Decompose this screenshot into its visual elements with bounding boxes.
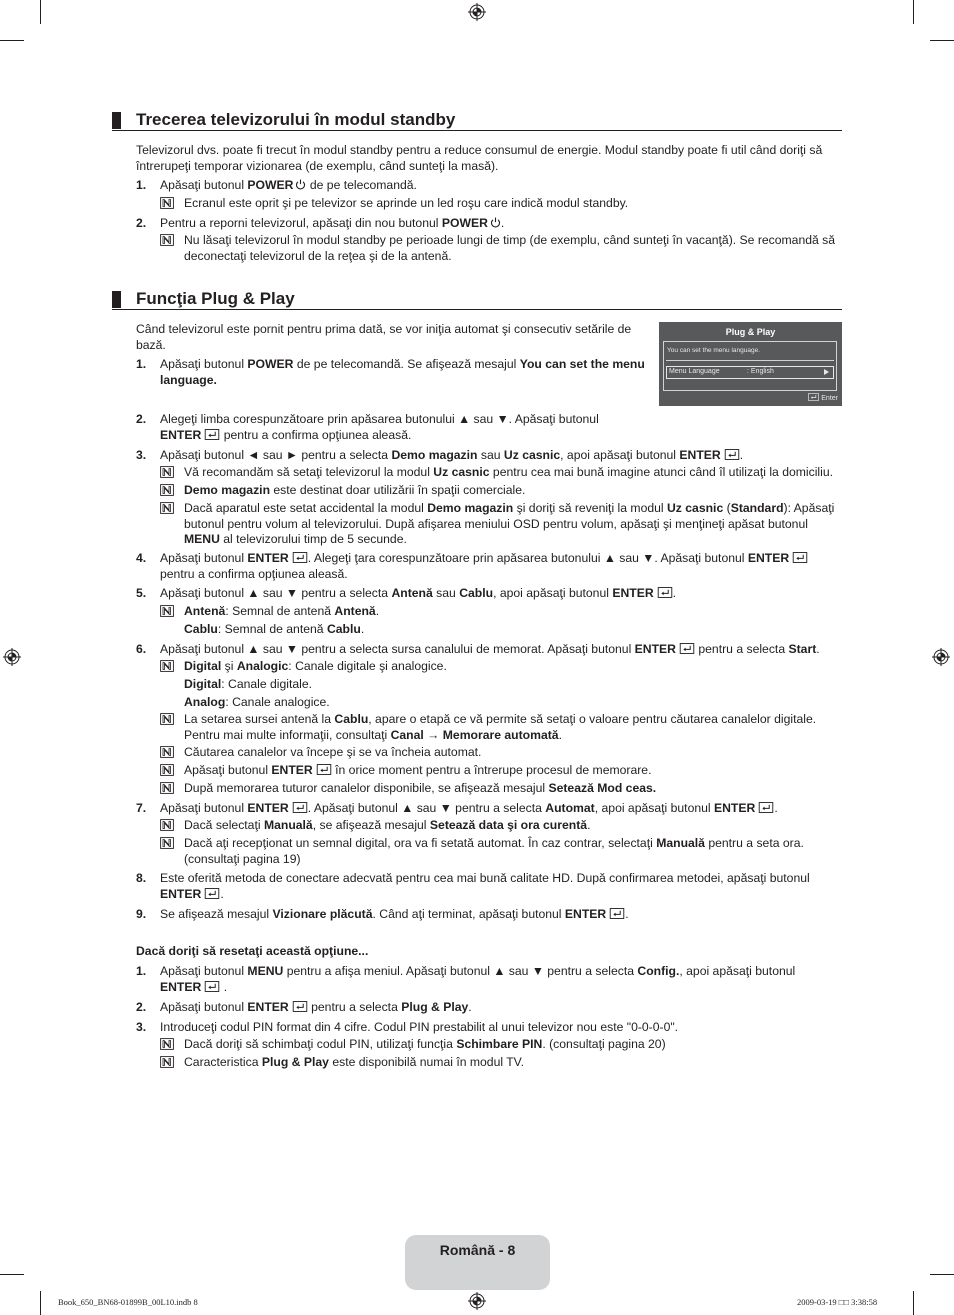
enter-icon	[792, 552, 808, 563]
osd-message: You can set the menu language.	[667, 347, 760, 354]
step-5-note-cablu: Cablu: Semnal de antenă Cablu.	[184, 622, 365, 636]
step-3-note-2: Demo magazin este destinat doar utilizării în spaţii comerciale.	[184, 483, 526, 497]
standby-intro: Televizorul dvs. poate fi trecut în modul standby pentru a reduce consumul de energie. Modul standby poate fi util când doriţi să întrerupeţi temporar vizionarea (de exemplu, când sunteţi la masă).	[136, 143, 823, 173]
osd-screenshot	[659, 322, 842, 406]
note-icon	[160, 234, 174, 246]
step-5-note-antena: Antenă: Semnal de antenă Antenă.	[184, 604, 380, 618]
power-icon	[490, 217, 501, 228]
reset-step-2: Apăsaţi butonul ENTER pentru a selecta Plug & Play.	[160, 1000, 472, 1014]
plug-play-step-4: Apăsaţi butonul ENTER . Alegeţi ţara corespunzătoare prin apăsarea butonului ▲ sau ▼. Apăsaţi butonul ENTER pentru a confirma opţiunea aleasă.	[160, 551, 836, 582]
step-number: 1.	[136, 357, 147, 371]
section-bar	[112, 112, 121, 129]
section-title: Trecerea televizorului în modul standby	[136, 110, 456, 129]
enter-icon	[292, 552, 308, 563]
note-icon	[160, 837, 174, 849]
note-icon	[160, 746, 174, 758]
enter-icon	[609, 908, 625, 919]
osd-enter-hint: Enter	[808, 393, 838, 402]
section-title: Funcţia Plug & Play	[136, 289, 295, 308]
step-7-note-manual: Dacă selectaţi Manuală, se afişează mesajul Setează data şi ora curentă.	[184, 818, 591, 832]
step-number: 5.	[136, 586, 147, 600]
print-slug-file: Book_650_BN68-01899B_00L10.indb 8	[58, 1297, 198, 1307]
step-number: 9.	[136, 907, 147, 921]
note-icon	[160, 502, 174, 514]
note-icon	[160, 764, 174, 776]
step-6-note-digital-analog: Digital şi Analogic: Canale digitale şi analogice.	[184, 659, 447, 673]
step-6-note-digital: Digital: Canale digitale.	[184, 677, 313, 691]
registration-mark-icon	[468, 3, 486, 21]
step-number: 7.	[136, 801, 147, 815]
page-number: Română - 8	[439, 1242, 516, 1258]
step-number: 8.	[136, 871, 147, 885]
note-icon	[160, 484, 174, 496]
page-number-tab	[405, 1235, 550, 1290]
note-icon	[160, 819, 174, 831]
print-slug-date: 2009-03-19 □□ 3:38:58	[797, 1297, 878, 1307]
step-6-note-analog: Analog: Canale analogice.	[184, 695, 330, 709]
note-icon	[160, 605, 174, 617]
arrow-right-icon	[824, 369, 829, 375]
reset-note-pin: Dacă doriţi să schimbaţi codul PIN, utilizaţi funcţia Schimbare PIN. (consultaţi pagina 20)	[184, 1037, 666, 1051]
osd-panel	[663, 341, 837, 391]
registration-mark-icon	[932, 648, 950, 666]
step-6-note-search: Căutarea canalelor va începe şi se va încheia automat.	[184, 745, 482, 759]
note-icon	[160, 197, 174, 209]
plug-play-step-1: Apăsaţi butonul POWER de pe telecomandă. Se afişează mesajul You can set the menu language.	[160, 357, 645, 387]
step-7-note-digital: Dacă aţi recepţionat un semnal digital, ora va fi setată automat. În caz contrar, selectaţi Manuală pentru a seta ora. (consultaţi pagina 19)	[184, 836, 804, 866]
enter-icon	[758, 802, 774, 813]
step-number: 1.	[136, 178, 147, 192]
step-number: 2.	[136, 412, 147, 426]
step-6-note-cablu: La setarea sursei antenă la Cablu, apare o etapă ce vă permite să setaţi o valoare pentru căutarea canalelor digitale. Pentru mai multe informaţii, consultaţi Canal → Memorare automată.	[184, 712, 817, 742]
step-number: 2.	[136, 216, 147, 230]
standby-note-2: Nu lăsaţi televizorul în modul standby pe perioade lungi de timp (de exemplu, când sunteţi în vacanţă). Se recomandă să deconectaţi televizorul de la reţea şi de la antenă.	[184, 233, 836, 263]
enter-icon	[292, 802, 308, 813]
section-header-plug-play	[112, 289, 842, 310]
plug-play-step-9: Se afişează mesajul Vizionare plăcută. Când aţi terminat, apăsaţi butonul ENTER .	[160, 907, 629, 921]
reset-note-tv: Caracteristica Plug & Play este disponibilă numai în modul TV.	[184, 1055, 525, 1069]
plug-play-step-5: Apăsaţi butonul ▲ sau ▼ pentru a selecta Antenă sau Cablu, apoi apăsaţi butonul ENTER .	[160, 586, 677, 600]
osd-title: Plug & Play	[725, 327, 776, 337]
standby-note-1: Ecranul este oprit şi pe televizor se aprinde un led roşu care indică modul standby.	[184, 196, 629, 210]
registration-mark-icon	[3, 648, 21, 666]
plug-play-step-8: Este oferită metoda de conectare adecvată pentru cea mai bună calitate HD. După confirmarea metodei, apăsaţi butonul ENTER .	[160, 871, 810, 901]
step-3-note-3: Dacă aparatul este setat accidental la modul Demo magazin şi doriţi să reveniţi la modul Uz casnic (Standard): Apăsaţi butonul pentru volum al televizorului. După afişarea meniului OSD pentru volum, apăsaţi şi menţineţi apăsat butonul MENU al televizorului timp de 5 secunde.	[184, 501, 835, 547]
plug-play-step-6: Apăsaţi butonul ▲ sau ▼ pentru a selecta sursa canalului de memorat. Apăsaţi butonul ENTER pentru a selecta Start.	[160, 642, 820, 656]
enter-icon	[204, 429, 220, 440]
plug-play-step-2: Alegeţi limba corespunzătoare prin apăsarea butonului ▲ sau ▼. Apăsaţi butonul ENTER pentru a confirma opţiunea aleasă.	[160, 412, 599, 442]
crop-mark	[40, 1291, 41, 1315]
enter-icon	[292, 1001, 308, 1012]
osd-row-value: : English	[747, 368, 774, 375]
step-number: 6.	[136, 642, 147, 656]
note-icon	[160, 1038, 174, 1050]
note-icon	[160, 466, 174, 478]
reset-step-1: Apăsaţi butonul MENU pentru a afişa meniul. Apăsaţi butonul ▲ sau ▼ pentru a selecta Config., apoi apăsaţi butonul ENTER .	[160, 964, 796, 994]
note-icon	[160, 660, 174, 672]
osd-menu-language-row	[666, 366, 834, 379]
step-3-note-1: Vă recomandăm să setaţi televizorul la modul Uz casnic pentru cea mai bună imagine atunci când îl utilizaţi la domiciliu.	[184, 465, 833, 479]
registration-mark-icon	[468, 1292, 486, 1310]
crop-mark	[0, 40, 24, 41]
plug-play-intro: Când televizorul este pornit pentru prima dată, se vor iniţia automat şi consecutiv setările de bază.	[136, 322, 632, 352]
section-bar	[112, 291, 121, 308]
enter-icon	[204, 981, 220, 992]
reset-step-3: Introduceţi codul PIN format din 4 cifre. Codul PIN prestabilit al unui televizor nou este "0-0-0-0".	[160, 1020, 679, 1034]
osd-row-label: Menu Language	[669, 368, 720, 375]
enter-icon	[204, 888, 220, 899]
step-number: 4.	[136, 551, 147, 565]
step-6-note-interrupt: Apăsaţi butonul ENTER în orice moment pentru a întrerupe procesul de memorare.	[184, 763, 652, 777]
crop-mark	[913, 0, 914, 24]
reset-heading: Dacă doriţi să resetaţi această opţiune...	[136, 944, 369, 958]
crop-mark	[930, 1274, 954, 1275]
enter-icon	[657, 587, 673, 598]
enter-icon	[679, 643, 695, 654]
plug-play-step-3: Apăsaţi butonul ◄ sau ► pentru a selecta Demo magazin sau Uz casnic, apoi apăsaţi butonul ENTER .	[160, 448, 744, 462]
step-number: 3.	[136, 1020, 147, 1034]
step-number: 2.	[136, 1000, 147, 1014]
enter-icon	[724, 449, 740, 460]
standby-step-2: Pentru a reporni televizorul, apăsaţi din nou butonul POWER .	[160, 216, 505, 230]
crop-mark	[40, 0, 41, 24]
osd-divider	[666, 360, 834, 361]
note-icon	[160, 713, 174, 725]
step-number: 1.	[136, 964, 147, 978]
note-icon	[160, 782, 174, 794]
crop-mark	[0, 1274, 24, 1275]
standby-step-1: Apăsaţi butonul POWER de pe telecomandă.	[160, 178, 417, 192]
power-icon	[295, 179, 306, 190]
crop-mark	[930, 40, 954, 41]
step-6-note-clock: După memorarea tuturor canalelor disponibile, se afişează mesajul Setează Mod ceas.	[184, 781, 657, 795]
plug-play-step-7: Apăsaţi butonul ENTER . Apăsaţi butonul ▲ sau ▼ pentru a selecta Automat, apoi apăsaţi butonul ENTER .	[160, 801, 778, 815]
section-header-standby	[112, 110, 842, 131]
crop-mark	[913, 1291, 914, 1315]
enter-icon	[316, 764, 332, 775]
step-number: 3.	[136, 448, 147, 462]
enter-icon	[808, 393, 819, 401]
note-icon	[160, 1056, 174, 1068]
